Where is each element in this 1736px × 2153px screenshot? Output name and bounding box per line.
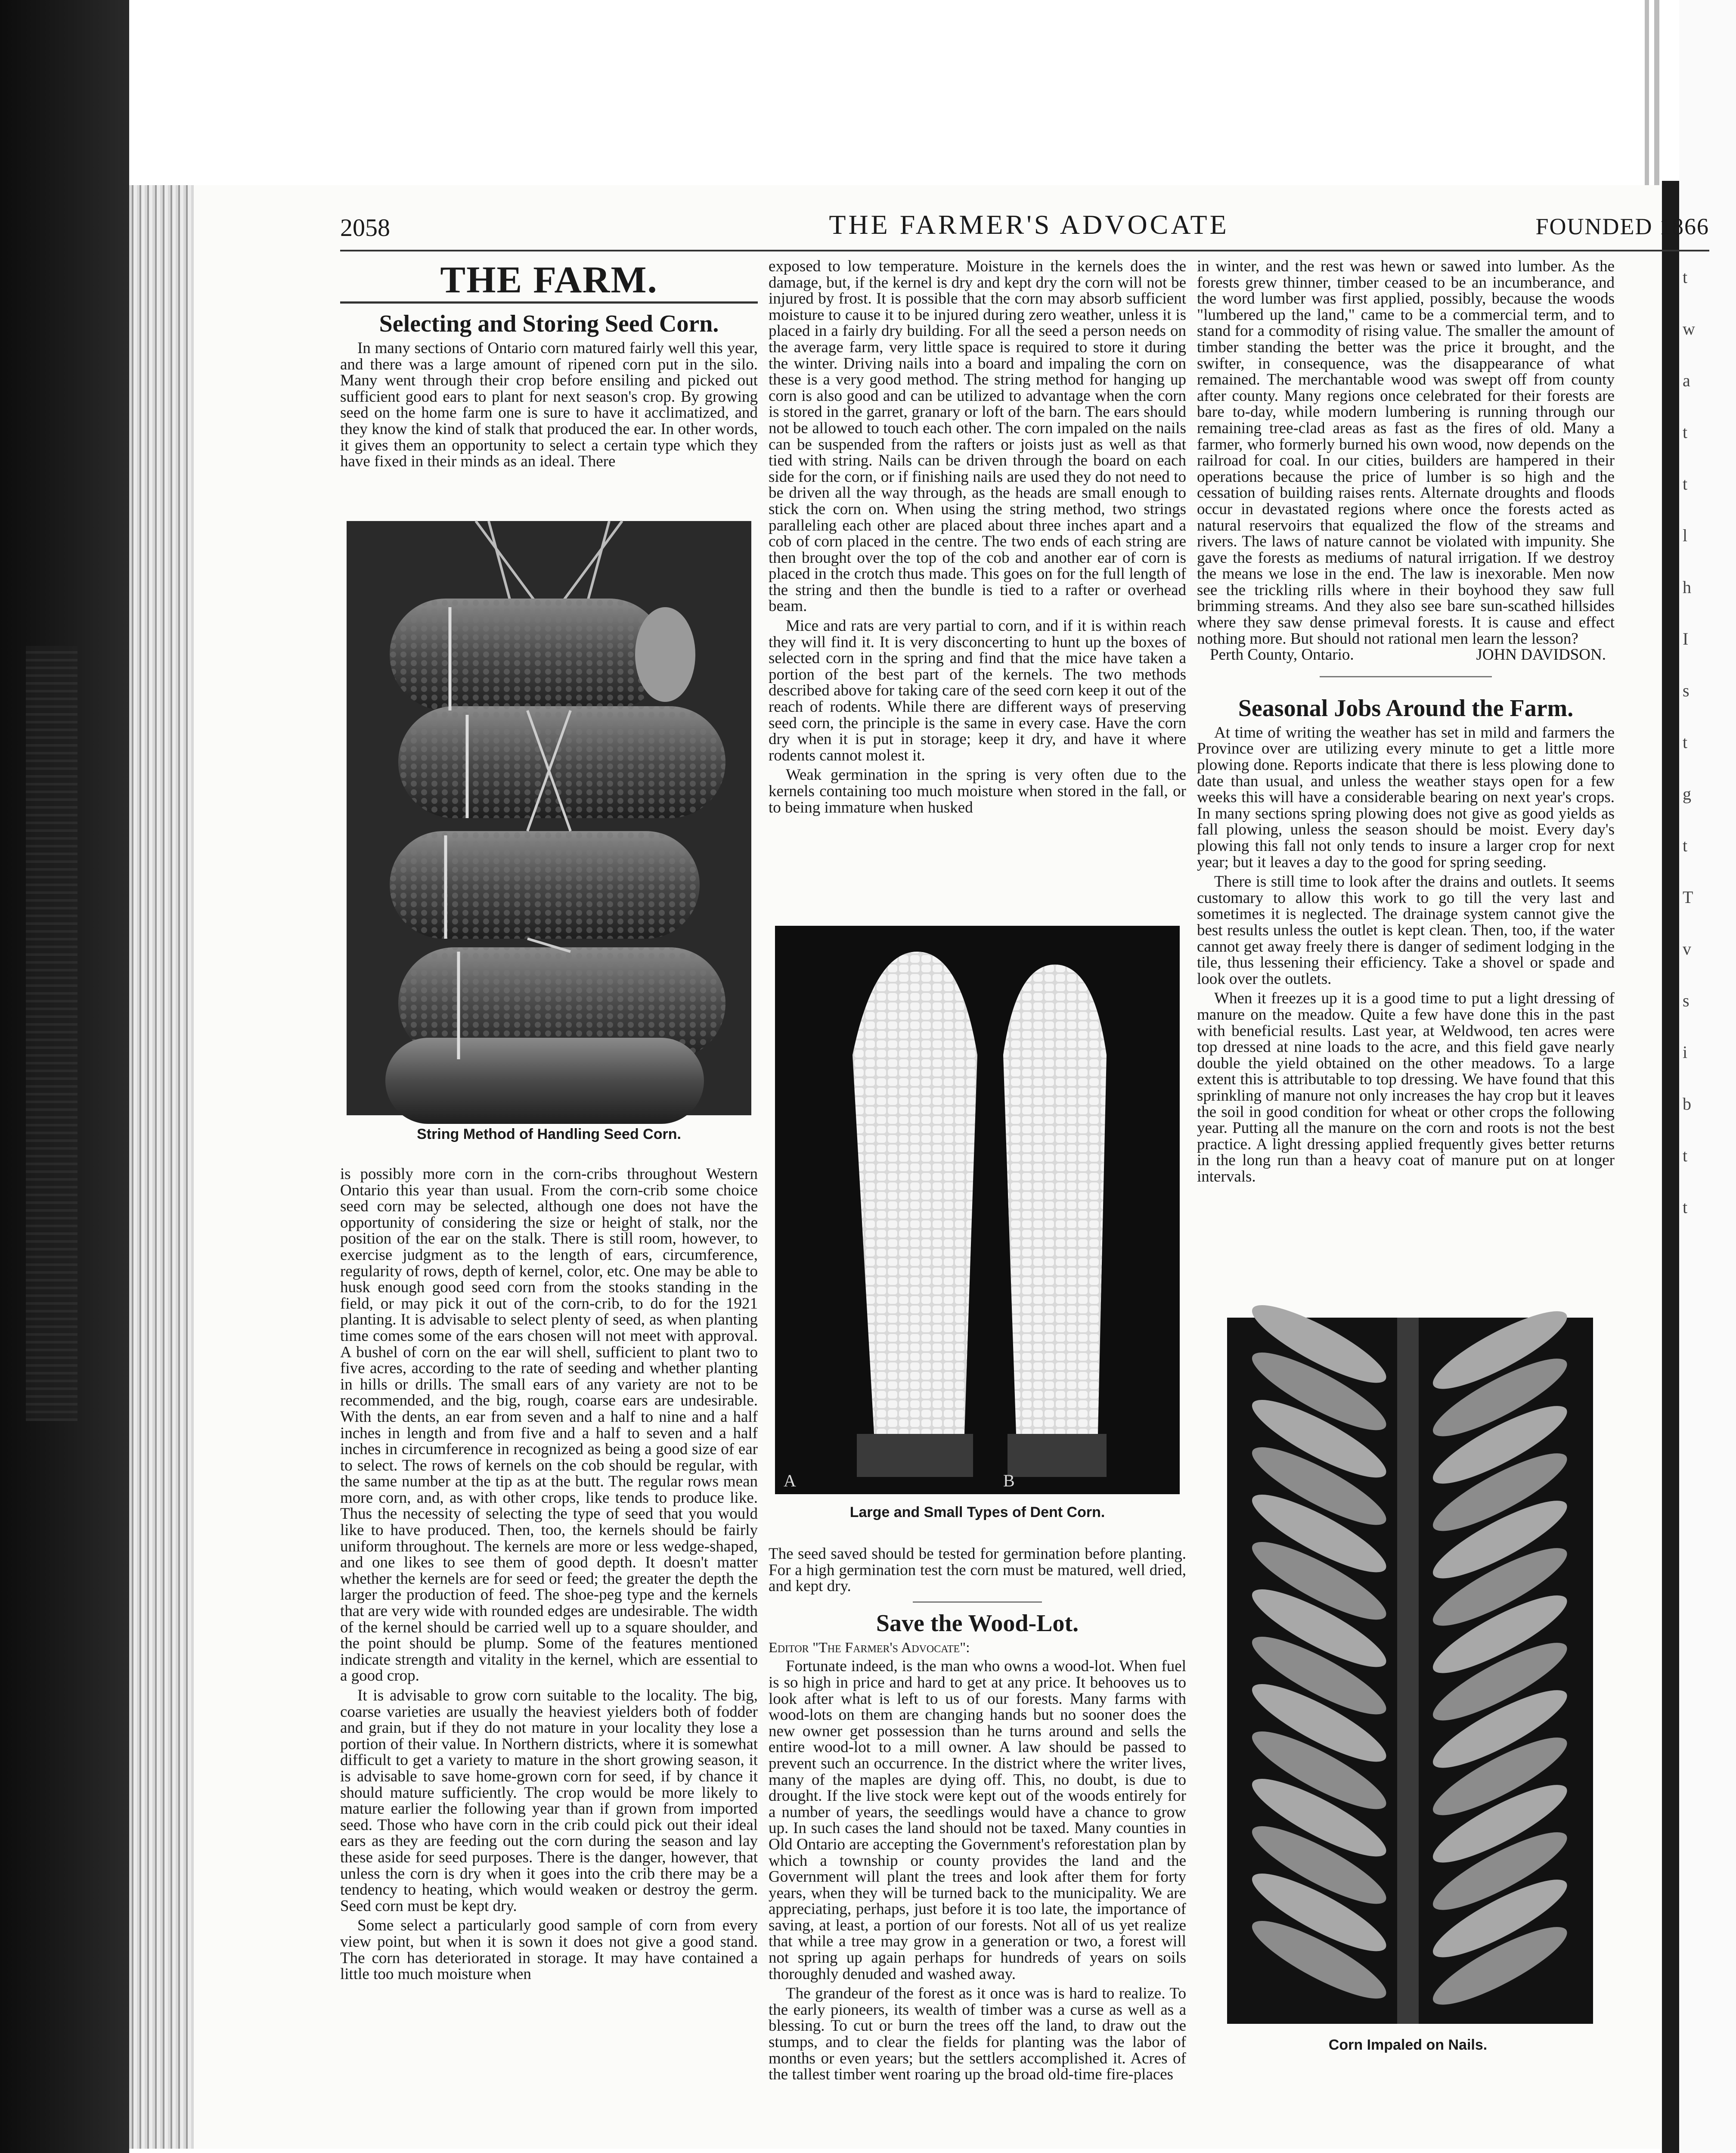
paragraph: Mice and rats are very partial to corn, and if it is within reach they will find it. It is very disconcerting to hunt up the boxes of selected corn in the spring and find that the mice have taken a portion of the best part of the kernels. The two methods described above for taking care of the seed corn keep it out of the reach of rodents. While there are different ways of preserving seed corn, the principle is the same in every case. Have the corn dry when it is put in storage; keep it dry, and have it where rodents cannot molest it. <box>769 617 1186 764</box>
newspaper-page <box>194 185 1709 2149</box>
photo-corn-impaled <box>1227 1318 1593 2024</box>
next-page-text-fragment: h <box>1683 577 1691 597</box>
next-page-text-fragment: s <box>1683 681 1690 700</box>
next-page-text-fragment: b <box>1683 1094 1691 1114</box>
paragraph: is possibly more corn in the corn-cribs throughout Western Ontario this year than usual. From the corn-crib some choice seed corn may be selected, although one does not have the opportunity of considering the size or height of stalk, nor the position of the ear on the stalk. There is still room, however, to exercise judgment as to the length of ears, circumference, regularity of rows, depth of kernel, color, etc. One may be able to husk enough good seed corn from the stooks standing in the field, or may pick it out of the corn-crib, to do for the 1921 planting. It is advisable to select plenty of seed, as when planting time comes some of the ears chosen will not meet with approval. A bushel of corn on the ear will shell, sufficient to plant two to five acres, according to the rate of seeding and whether planting in hills or drills. The small ears of any variety are not to be recommended, and the big, rough, coarse ears are undesirable. With the dents, an ear from seven and a half to nine and a half inches in length and from five and a half to seven and a half inches in circumference in recognized as being a good size of ear to select. The rows of kernels on the cob should be regular, with the same number at the tip as at the butt. The regular rows mean more corn, and, as with other crops, like tends to produce like. Thus the necessity of selecting the type of seed that you would like to have produced. Then, too, the kernels should be fairly uniform throughout. The kernels are more or less wedge-shaped, and one likes to see them of good depth. It doesn't matter whether the kernels are for seed or feed; the greater the depth the larger the production of feed. The shoe-peg type and the kernels that are very wide with rounded edges are undesirable. The width of the kernel should be carried well up to a square shoulder, and the point should be plump. Some of the features mentioned indicate strength and vitality in the kernel, which are essential to a good crop. <box>340 1165 758 1685</box>
next-page-text-fragment: t <box>1683 422 1688 442</box>
page-number: 2058 <box>340 214 390 242</box>
next-page-edge <box>1679 0 1736 2153</box>
column-1-bottom <box>340 1166 758 1982</box>
next-page-text-fragment: t <box>1683 836 1688 855</box>
editor-salutation: Editor "The Farmer's Advocate": <box>769 1639 970 1656</box>
next-page-text-fragment: a <box>1683 371 1690 390</box>
signature-place: Perth County, Ontario. <box>1210 646 1354 664</box>
department-rule <box>340 301 758 304</box>
paragraph: Weak germination in the spring is very often due to the kernels containing too much moisture when stored in the fall, or to being immature when husked <box>769 766 1186 816</box>
next-page-text-fragment: i <box>1683 1042 1688 1062</box>
article-title-seasonal: Seasonal Jobs Around the Farm. <box>1238 695 1574 722</box>
next-page-text-fragment: t <box>1683 1197 1688 1217</box>
label-b: B <box>1003 1471 1015 1490</box>
paragraph: Fortunate indeed, is the man who owns a wood-lot. When fuel is so high in price and hard to get at any price. It behooves us to look after what is left to us of our forests. Many farms with wood-lots on them are changing hands but no sooner does the new owner get possession than he turns around and sells the entire wood-lot to a mill owner. A law should be passed to prevent such an occurrence. In the district where the writer lives, many of the maples are dying off. This, no doubt, is due to drought. If the live stock were kept out of the woods entirely for a number of years, the seedlings would have a chance to grow up. In such cases the land should not be taxed. Many counties in Old Ontario are accepting the Government's reforestation plan by which a township or county provides the land and the Government will plant the trees and look after them for forty years, when they will be turned back to the municipality. We are appreciating, perhaps, just before it is too late, the importance of saving, at least, a portion of our forests. Not all of us yet realize that while a tree may grow in a generation or two, a forest will not spring up again perhaps for hundreds of years on soils thoroughly denuded and washed away. <box>769 1657 1186 1983</box>
next-page-text-fragment: T <box>1683 887 1693 907</box>
column-1-top <box>340 310 758 470</box>
paragraph: Some select a particularly good sample of corn from every view point, but when it is sown it does not give a good stand. The corn has deteriorated in storage. It may have contained a little too much moisture when <box>340 1917 758 1983</box>
label-a: A <box>784 1471 796 1490</box>
page-header <box>340 209 1709 248</box>
scan-artifact-bars <box>1645 0 1671 189</box>
next-page-text-fragment: g <box>1683 784 1691 803</box>
next-page-text-fragment: t <box>1683 474 1688 493</box>
paragraph: It is advisable to grow corn suitable to the locality. The big, coarse varieties are usually the heaviest yielders both of fodder and grain, but if they do not mature in your locality they lose a portion of their value. In Northern districts, where it is somewhat difficult to get a variety to mature in the short growing season, it is advisable to save home-grown corn for seed, if by chance it should mature sufficiently. The crop would be more likely to mature earlier the following year than if grown from imported seed. Those who have corn in the crib could pick out their ideal ears as they are feeding out the corn during the season and lay these aside for seed purposes. There is the danger, however, that unless the corn is dry when it goes into the crib there may be a tendency to heating, which would weaken or destroy the germ. Seed corn must be kept dry. <box>340 1687 758 1915</box>
paragraph: The grandeur of the forest as it once was is hard to realize. To the early pioneers, its wealth of timber was a curse as well as a blessing. To cut or burn the trees off the land, to draw out the stumps, and to clear the fields for planting was the labor of months or even years; but the settlers accomplished it. Acres of the tallest timber went roaring up the broad old-time fire-places <box>769 1985 1186 2084</box>
paragraph: in winter, and the rest was hewn or sawed into lumber. As the forests grew thinner, timber ceased to be an incumberance, and the word lumber was first applied, possibly, because the woods "lumbered up the land," came to be a commercial term, and to stand for a commodity of rising value. The smaller the amount of timber standing the better was the price it brought, and the swifter, in consequence, was the disappearance of what remained. The merchantable wood was swept off from county after county. Many regions once celebrated for their forests are bare to-day, while modern lumbering is running through our remaining tree-clad areas as fast as the fires of old. Many a farmer, who formerly burned his own wood, now depends on the railroad for coal. In our cities, builders are hampered in their operations because the price of lumber is so high and the cessation of building raises rents. Alternate droughts and floods occur in devastated regions where once the forests acted as natural reservoirs that equalized the flow of the streams and rivers. The laws of nature cannot be violated with impunity. She gave the forests as mediums of natural irrigation. If we destroy the means we lose in the end. The law is inexorable. Men now see the trickling rills where in their boyhood they saw full brimming streams. And they also see bare sun-scathed hillsides where they saw dense primeval forests. It is cause and effect nothing more. But should not rational men learn the lesson? <box>1197 257 1615 648</box>
next-page-text-fragment: s <box>1683 991 1690 1010</box>
photo-dent-corn <box>775 926 1180 1494</box>
next-page-text-fragment: t <box>1683 732 1688 752</box>
header-rule <box>340 250 1709 251</box>
paragraph: There is still time to look after the drains and outlets. It seems customary to allow this work to go till the very last and sometimes it is neglected. The drainage system cannot give the best results unless the outlet is kept clean. Then, too, if the water cannot get away freely there is danger of sediment lodging in the tile, thus lessening their efficiency. Take a shovel or spade and look over the outlets. <box>1197 873 1615 988</box>
next-page-text-fragment: t <box>1683 267 1688 287</box>
paragraph: The seed saved should be tested for germination before planting. For a high germination test the corn must be matured, well dried, and kept dry. <box>769 1545 1186 1595</box>
impaled-corn-illustration <box>1227 1318 1593 2024</box>
next-page-text-fragment: w <box>1683 319 1695 338</box>
signature-name: JOHN DAVIDSON. <box>1476 646 1606 664</box>
next-page-text-fragment: v <box>1683 939 1691 959</box>
dent-corn-illustration <box>775 926 1180 1494</box>
corn-string-illustration <box>347 521 751 1115</box>
caption-dent-corn: Large and Small Types of Dent Corn. <box>849 1504 1105 1520</box>
book-gutter <box>1662 181 1679 2153</box>
article-title-wood-lot: Save the Wood-Lot. <box>876 1610 1079 1637</box>
column-3-top <box>1197 258 1615 1185</box>
scan-background-top <box>129 0 1662 185</box>
section-rule <box>913 1601 1042 1603</box>
paragraph: In many sections of Ontario corn matured fairly well this year, and there was a large amount of ripened corn put in the silo. Many went through their crop before ensiling and picked out sufficient good ears to plant for next season's crop. By growing seed on the home farm one is sure to have it acclimatized, and they know the kind of stalk that produced the ear. In other words, it gives them an opportunity to select a certain type which they have fixed in their minds as an ideal. There <box>340 339 758 471</box>
caption-string-method: String Method of Handling Seed Corn. <box>417 1126 681 1142</box>
section-rule <box>1320 676 1492 677</box>
department-heading: THE FARM. <box>440 259 658 301</box>
column-2-bottom <box>769 1546 1186 2083</box>
founded-year: FOUNDED 1866 <box>1535 214 1709 239</box>
paragraph: When it freezes up it is a good time to put a light dressing of manure on the meadow. Quite a few have done this in the past with beneficial results. Last year, at Weldwood, ten acres were top dressed at nine loads to the acre, and this field gave nearly double the yield obtained on the other meadows. To a large extent this is attributable to top dressing. We have found that this sprinkling of manure not only increases the hay crop but it leaves the soil in good condition for wheat or other crops the following year. Putting all the manure on the corn and roots is not the best practice. A light dressing applied frequently gives better returns in the long run than a heavy coat of manure put on at longer intervals. <box>1197 990 1615 1185</box>
paragraph: exposed to low temperature. Moisture in the kernels does the damage, but, if the kernel is dry and kept dry the corn will not be injured by frost. It is possible that the corn may absorb sufficient moisture to cause it to be injured during zero weather, unless it is placed in a fairly dry building. For all the seed a person needs on the average farm, very little space is required to store it during the winter. Driving nails into a board and impaling the corn on these is a very good method. The string method for hanging up corn is also good and can be utilized to advantage when the corn is stored in the garret, granary or loft of the barn. The ears should not be allowed to touch each other. The corn impaled on the nails can be suspended from the rafters or joists just as well as that tied with string. Nails can be driven through the board on each side for the corn, or if finishing nails are used they do not need to be driven all the way through, as the heads are small enough to stick the corn on. When using the string method, two strings paralleling each other are placed about three inches apart and a cob of corn placed in the centre. The two ends of each string are then brought over the top of the cob and another ear of corn is placed in the crotch thus made. This goes on for the full length of the string and then the bundle is tied to a rafter or overhead beam. <box>769 257 1186 615</box>
scan-background-bottom <box>129 2149 1662 2153</box>
signature-line <box>1197 647 1615 663</box>
column-2-top <box>769 258 1186 816</box>
photo-string-method <box>347 521 751 1115</box>
next-page-text-fragment: l <box>1683 526 1688 545</box>
scan-background-left <box>0 0 129 2153</box>
paragraph: At time of writing the weather has set in mild and farmers the Province over are utilizing every minute to get a little more plowing done. Reports indicate that there is less plowing done to date than usual, and unless the weather stays open for a few weeks this will have a considerable bearing on next year's crops. In many sections spring plowing does not give as good yields as fall plowing, unless the season should be moist. Every day's plowing this fall not only tends to insure a larger crop for next year; but it leaves a day to the good for spring seeding. <box>1197 723 1615 871</box>
caption-corn-impaled: Corn Impaled on Nails. <box>1328 2037 1488 2053</box>
publication-title: THE FARMER'S ADVOCATE <box>829 209 1229 240</box>
article-title-seed-corn: Selecting and Storing Seed Corn. <box>379 310 719 337</box>
book-page-edges <box>129 185 194 2149</box>
next-page-text-fragment: t <box>1683 1146 1688 1165</box>
next-page-text-fragment: I <box>1683 629 1689 648</box>
